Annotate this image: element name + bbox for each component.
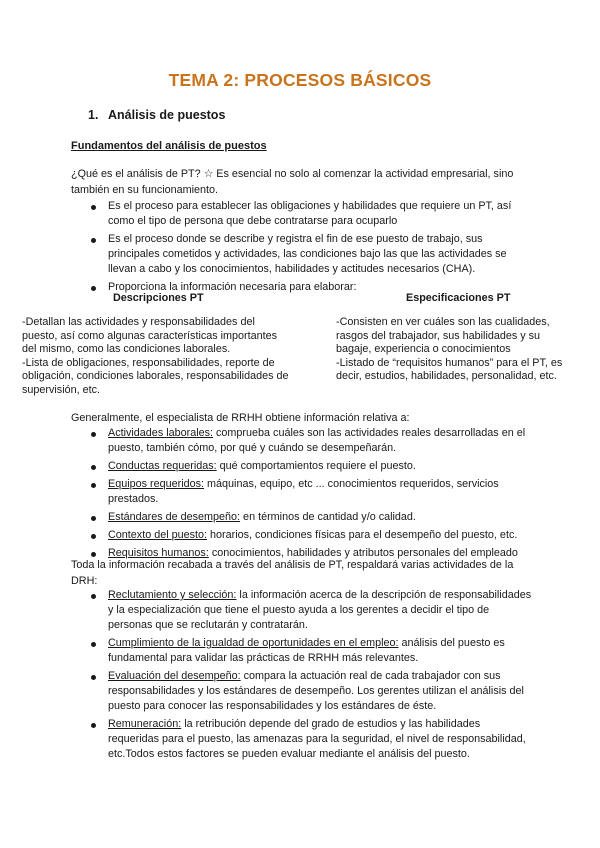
bullet-icon <box>91 534 96 539</box>
list-item <box>88 459 533 474</box>
item-term: Reclutamiento y selección: <box>108 589 237 601</box>
bullet-icon <box>91 238 96 243</box>
item-term: Actividades laborales: <box>108 427 214 439</box>
drh-intro: Toda la información recabada a través del análisis de PT, respaldará varias actividades de la DRH: <box>71 559 514 587</box>
list-item <box>88 232 528 277</box>
section-heading <box>88 108 225 122</box>
bullet-icon <box>91 594 96 599</box>
list-item <box>88 199 528 229</box>
item-text: la retribución depende del grado de estudios y las habilidades requeridas para el puesto, las amenazas para la seguridad, el nivel de responsabilidad, etc.Todos estos factores se pueden evaluar mediante el análisis del puesto. <box>108 718 526 760</box>
intro-paragraph: ¿Qué es el análisis de PT? ☆ Es esencial no solo al comenzar la actividad empresarial, sino también en su funcionamiento. <box>71 168 514 196</box>
item-text: máquinas, equipo, etc ... conocimientos requeridos, servicios prestados. <box>108 478 499 505</box>
bullet-icon <box>91 483 96 488</box>
bullet-icon <box>91 465 96 470</box>
intro-bullet-list <box>88 199 528 298</box>
list-item <box>88 588 533 633</box>
info-bullet-list <box>88 426 533 564</box>
list-item <box>88 528 533 543</box>
specifications-column <box>336 316 564 384</box>
general-intro: Generalmente, el especialista de RRHH obtiene información relativa a: <box>71 412 410 424</box>
descriptions-line: -Lista de obligaciones, responsabilidades, reporte de obligación, condiciones laborales, responsabilidades de supervisión, etc. <box>22 356 289 396</box>
list-item <box>88 477 533 507</box>
document-title: TEMA 2: PROCESOS BÁSICOS <box>168 70 432 90</box>
item-text: conocimientos, habilidades y atributos personales del empleado <box>208 547 518 559</box>
item-text: análisis del puesto es fundamental para validar las prácticas de RRHH más relevantes. <box>108 637 505 664</box>
bullet-icon <box>91 286 96 291</box>
bullet-text: Proporciona la información necesaria para elaborar: <box>108 281 357 293</box>
item-text: qué comportamientos requiere el puesto. <box>216 460 416 472</box>
bullet-icon <box>91 432 96 437</box>
bullet-icon <box>91 205 96 210</box>
item-term: Equipos requeridos: <box>108 478 205 490</box>
item-term: Conductas requeridas: <box>108 460 217 472</box>
bullet-icon <box>91 552 96 557</box>
item-text: la información acerca de la descripción de responsabilidades y la especialización que tiene el puesto ayuda a los gerentes a decidir el tipo de personas que se reclutarán y contratarán. <box>108 589 532 631</box>
item-term: Remuneración: <box>108 718 182 730</box>
bullet-icon <box>91 675 96 680</box>
bullet-icon <box>91 516 96 521</box>
item-term: Estándares de desempeño: <box>108 511 241 523</box>
item-term: Cumplimiento de la igualdad de oportunidades en el empleo: <box>108 637 399 649</box>
drh-bullet-list <box>88 588 533 765</box>
item-term: Requisitos humanos: <box>108 547 209 559</box>
descriptions-heading: Descripciones PT <box>113 292 204 304</box>
section-title: Análisis de puestos <box>108 108 226 122</box>
list-item <box>88 636 533 666</box>
descriptions-line: -Detallan las actividades y responsabilidades del puesto, así como algunas características importantes del mismo, como las condiciones laborales. <box>22 316 278 356</box>
item-text: horarios, condiciones físicas para el desempeño del puesto, etc. <box>207 529 518 541</box>
item-text: comprueba cuáles son las actividades reales desarrolladas en el puesto, también cómo, por qué y cuándo se desempeñarán. <box>108 427 526 454</box>
bullet-icon <box>91 642 96 647</box>
list-item <box>88 426 533 456</box>
specifications-heading: Especificaciones PT <box>406 292 511 304</box>
list-item <box>88 510 533 525</box>
specifications-line: -Consisten en ver cuáles son las cualidades, rasgos del trabajador, sus habilidades y su bagaje, experiencia o conocimientos <box>336 316 550 356</box>
item-text: compara la actuación real de cada trabajador con sus responsabilidades y los estándares de desempeño. Los gerentes utilizan el análisis del puesto para conocer las responsabilidades y los estándares de éste. <box>108 670 524 712</box>
descriptions-column <box>22 316 290 398</box>
subsection-heading: Fundamentos del análisis de puestos <box>71 140 267 152</box>
item-term: Evaluación del desempeño: <box>108 670 241 682</box>
bullet-text: Es el proceso donde se describe y registra el fin de ese puesto de trabajo, sus principales cometidos y actividades, las condiciones bajo las que las actividades se llevan a cabo y los conocimientos, habilidades y actitudes necesarios (CHA). <box>108 233 507 275</box>
item-text: en términos de cantidad y/o calidad. <box>240 511 416 523</box>
bullet-text: Es el proceso para establecer las obligaciones y habilidades que requiere un PT, así como el tipo de persona que debe contratarse para ocuparlo <box>108 200 512 227</box>
specifications-line: -Listado de “requisitos humanos” para el PT, es decir, estudios, habilidades, personalidad, etc. <box>336 356 563 383</box>
section-number: 1. <box>88 108 99 122</box>
list-item <box>88 669 533 714</box>
bullet-icon <box>91 723 96 728</box>
list-item <box>88 717 533 762</box>
item-term: Contexto del puesto: <box>108 529 208 541</box>
